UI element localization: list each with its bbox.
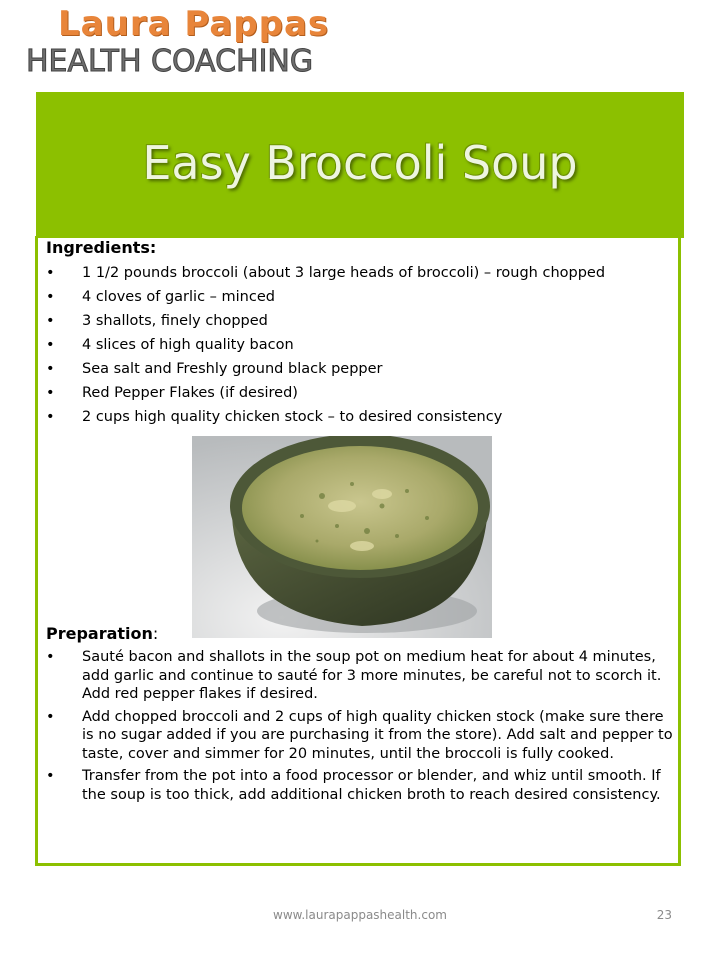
ingredient-item: • 4 cloves of garlic – minced: [46, 288, 676, 312]
logo-subtitle: HEALTH COACHING: [26, 44, 314, 79]
page-title: Easy Broccoli Soup: [142, 136, 578, 190]
ingredients-heading: Ingredients:: [46, 238, 157, 257]
ingredient-item: • 3 shallots, finely chopped: [46, 312, 676, 336]
preparation-step: • Add chopped broccoli and 2 cups of high quality chicken stock (make sure there is no sugar added if you are purchasing it from the store). Add salt and pepper to taste, cover and simmer for 20 minutes, until the broccoli is fully cooked.: [46, 708, 676, 764]
page-number: 23: [656, 908, 672, 922]
preparation-step: • Sauté bacon and shallots in the soup pot on medium heat for about 4 minutes, add garlic and continue to sauté for 3 more minutes, be careful not to scorch it. Add red pepper flakes if desired.: [46, 648, 676, 704]
soup-bowl-image: [192, 436, 492, 638]
logo-name: Laura Pappas: [58, 4, 330, 44]
ingredient-item: • Sea salt and Freshly ground black pepper: [46, 360, 676, 384]
preparation-heading-colon: :: [152, 624, 159, 643]
footer-url: www.laurapappashealth.com: [273, 908, 447, 922]
preparation-heading-text: Preparation: [46, 624, 153, 643]
preparation-step: • Transfer from the pot into a food processor or blender, and whiz until smooth. If the soup is too thick, add additional chicken broth to reach desired consistency.: [46, 767, 676, 804]
preparation-heading: [46, 624, 158, 643]
logo: [22, 4, 342, 84]
ingredient-item: • Red Pepper Flakes (if desired): [46, 384, 676, 408]
ingredients-list: [46, 264, 676, 432]
preparation-list: [46, 648, 676, 808]
ingredient-item: • 4 slices of high quality bacon: [46, 336, 676, 360]
soup-photo: [192, 436, 492, 638]
ingredient-item: • 2 cups high quality chicken stock – to desired consistency: [46, 408, 676, 432]
ingredient-item: • 1 1/2 pounds broccoli (about 3 large heads of broccoli) – rough chopped: [46, 264, 676, 288]
title-banner: [36, 92, 684, 238]
